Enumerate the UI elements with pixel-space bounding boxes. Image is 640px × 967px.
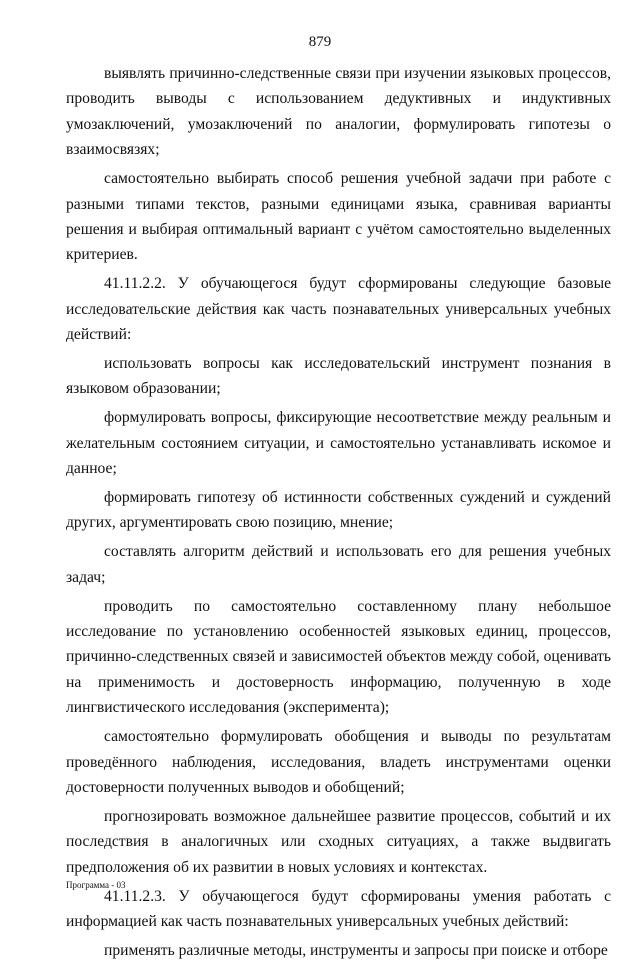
paragraph: самостоятельно формулировать обобщения и выводы по результатам проведённого наблюдения, исследования, владеть инструментами оценки достоверности полученных выводов и обобщений;: [66, 728, 611, 796]
section-heading-paragraph: 41.11.2.3. У обучающегося будут сформированы умения работать с информацией как часть познавательных универсальных учебных действий:: [66, 887, 611, 930]
section-heading-paragraph: 41.11.2.2. У обучающегося будут сформированы следующие базовые исследовательские действия как часть познавательных универсальных учебных действий:: [66, 275, 611, 344]
paragraph: самостоятельно выбирать способ решения учебной задачи при работе с разными типами текстов, разными единицами языка, сравнивая варианты решения и выбирая оптимальный вариант с учётом самостоятельно выделенных критериев.: [66, 170, 611, 264]
paragraph: составлять алгоритм действий и использовать его для решения учебных задач;: [66, 543, 611, 586]
body-text: [66, 61, 611, 967]
paragraph: формировать гипотезу об истинности собственных суждений и суждений других, аргументировать свою позицию, мнение;: [66, 489, 611, 532]
paragraph: применять различные методы, инструменты и запросы при поиске и отборе: [104, 941, 608, 959]
paragraph: прогнозировать возможное дальнейшее развитие процессов, событий и их последствия в аналогичных или сходных ситуациях, а также выдвигать предположения об их развитии в новых условиях и контекстах.: [66, 807, 611, 876]
paragraph: использовать вопросы как исследовательский инструмент познания в языковом образовании;: [66, 354, 611, 398]
footer-label: Программа - 03: [66, 880, 126, 890]
page-number: 879: [308, 34, 332, 50]
paragraph: проводить по самостоятельно составленному плану небольшое исследование по установлению особенностей языковых единиц, процессов, причинно-следственных связей и зависимостей объектов между собой, оценивать на применимость и достоверность информацию, полученную в ходе лингвистического исследования (эксперимента);: [66, 597, 611, 717]
paragraph: выявлять причинно-следственные связи при изучении языковых процессов, проводить выводы с использованием дедуктивных и индуктивных умозаключений, умозаключений по аналогии, формулировать гипотезы о взаимосвязях;: [66, 65, 611, 159]
paragraph: формулировать вопросы, фиксирующие несоответствие между реальным и желательным состоянием ситуации, и самостоятельно устанавливать искомое и данное;: [66, 409, 611, 478]
